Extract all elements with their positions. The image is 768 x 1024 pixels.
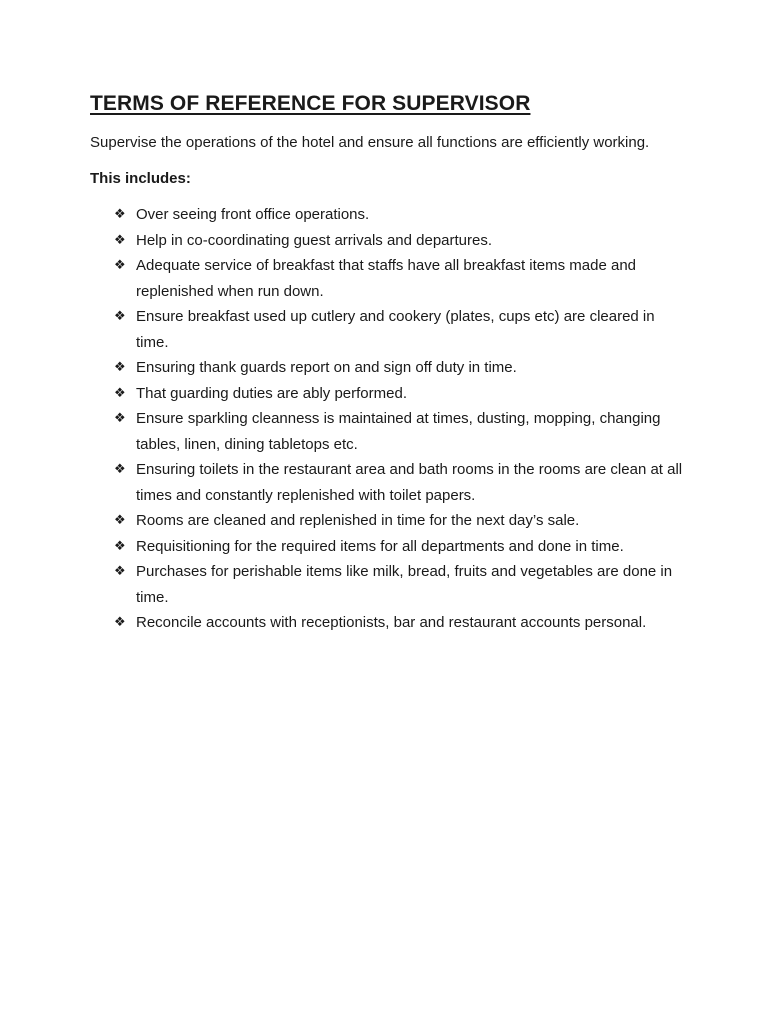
list-item-text: Over seeing front office operations.: [136, 206, 370, 223]
list-item-text: Requisitioning for the required items for all departments and done in time.: [136, 537, 624, 555]
list-item: [114, 228, 690, 254]
diamond-bullet-icon: ❖: [114, 462, 126, 477]
diamond-bullet-icon: ❖: [114, 360, 126, 375]
includes-label: This includes:: [90, 170, 191, 187]
list-item: [114, 457, 690, 508]
list-item: [114, 406, 690, 457]
diamond-bullet-icon: ❖: [114, 207, 126, 222]
diamond-bullet-icon: ❖: [114, 258, 126, 273]
list-item: [114, 610, 690, 636]
list-item: [114, 253, 690, 304]
list-item-text: Ensure breakfast used up cutlery and cookery (plates, cups etc) are cleared in time.: [136, 308, 655, 351]
intro-paragraph: Supervise the operations of the hotel and ensure all functions are efficiently working.: [90, 134, 650, 151]
diamond-bullet-icon: ❖: [114, 564, 126, 579]
diamond-bullet-icon: ❖: [114, 411, 126, 426]
diamond-bullet-icon: ❖: [114, 615, 126, 630]
document-page: [90, 92, 690, 636]
list-item: [114, 534, 690, 560]
document-title: TERMS OF REFERENCE FOR SUPERVISOR: [90, 92, 531, 115]
list-item: [114, 202, 690, 228]
list-item: [114, 381, 690, 407]
list-item-text: Reconcile accounts with receptionists, bar and restaurant accounts personal.: [136, 614, 647, 631]
list-item: [114, 355, 690, 381]
diamond-bullet-icon: ❖: [114, 385, 126, 401]
list-item: [114, 559, 690, 610]
diamond-bullet-icon: ❖: [114, 232, 126, 248]
list-item-text: Help in co-coordinating guest arrivals and departures.: [136, 231, 493, 249]
duties-list: [90, 202, 690, 636]
list-item-text: Adequate service of breakfast that staffs have all breakfast items made and replenished when run down.: [136, 257, 637, 300]
diamond-bullet-icon: ❖: [114, 513, 126, 528]
list-item-text: Purchases for perishable items like milk, bread, fruits and vegetables are done in time.: [136, 563, 673, 606]
list-item-text: Rooms are cleaned and replenished in time for the next day’s sale.: [136, 512, 580, 529]
list-item-text: Ensuring toilets in the restaurant area and bath rooms in the rooms are clean at all times and constantly replenished with toilet papers.: [136, 461, 683, 504]
list-item: [114, 508, 690, 534]
diamond-bullet-icon: ❖: [114, 309, 126, 324]
list-item-text: Ensure sparkling cleanness is maintained at times, dusting, mopping, changing tables, linen, dining tabletops etc.: [136, 410, 661, 453]
list-item: [114, 304, 690, 355]
list-item-text: Ensuring thank guards report on and sign off duty in time.: [136, 359, 517, 376]
diamond-bullet-icon: ❖: [114, 538, 126, 554]
list-item-text: That guarding duties are ably performed.: [136, 384, 407, 402]
